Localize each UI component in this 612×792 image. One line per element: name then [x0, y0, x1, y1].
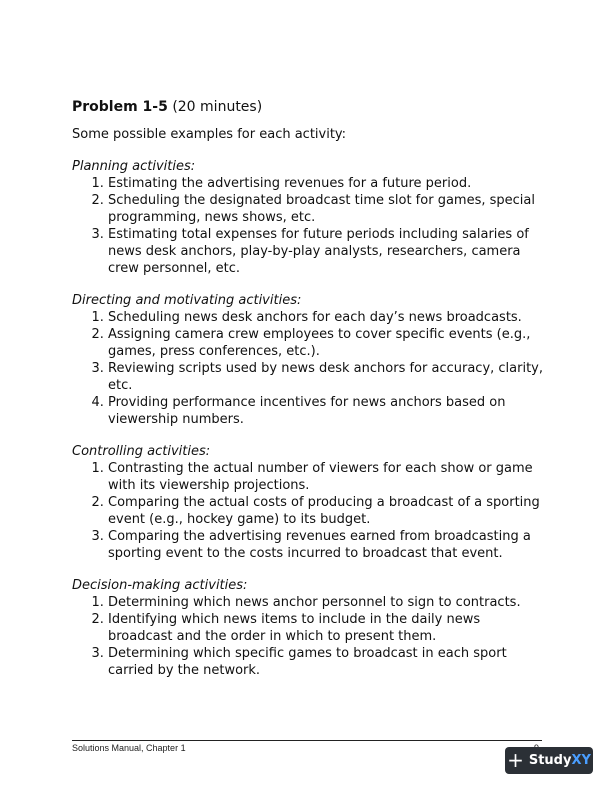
section-planning [72, 158, 547, 277]
brand-accent: XY [571, 753, 591, 768]
activity-list [72, 594, 547, 679]
footer-divider [72, 740, 542, 741]
list-item: 3. Reviewing scripts used by news desk anchors for accuracy, clarity, etc. [108, 360, 547, 394]
studyxy-badge[interactable] [505, 747, 593, 774]
list-item: 2. Identifying which news items to include in the daily news broadcast and the order in which to present them. [108, 611, 547, 645]
document-body [72, 98, 547, 694]
intro-text: Some possible examples for each activity: [72, 127, 347, 142]
footer-text: Solutions Manual, Chapter 1 [72, 743, 186, 753]
list-item: 2. Comparing the actual costs of producing a broadcast of a sporting event (e.g., hockey game) to its budget. [108, 494, 547, 528]
list-item: 3. Comparing the advertising revenues earned from broadcasting a sporting event to the costs incurred to broadcast that event. [108, 528, 547, 562]
section-heading: Planning activities: [72, 159, 196, 174]
problem-duration: (20 minutes) [172, 99, 263, 115]
list-item: 1. Scheduling news desk anchors for each day’s news broadcasts. [108, 309, 547, 326]
list-item: 1. Estimating the advertising revenues for a future period. [108, 175, 547, 192]
list-item: 3. Estimating total expenses for future periods including salaries of news desk anchors, play-by-play analysts, researchers, camera crew personnel, etc. [108, 226, 547, 277]
list-item: 2. Scheduling the designated broadcast time slot for games, special programming, news shows, etc. [108, 192, 547, 226]
section-decision-making [72, 577, 547, 679]
list-item: 4. Providing performance incentives for news anchors based on viewership numbers. [108, 394, 547, 428]
section-heading: Controlling activities: [72, 444, 211, 459]
section-controlling [72, 443, 547, 562]
activity-list [72, 460, 547, 562]
list-item: 1. Contrasting the actual number of viewers for each show or game with its viewership projections. [108, 460, 547, 494]
section-directing [72, 292, 547, 428]
list-item: 3. Determining which specific games to broadcast in each sport carried by the network. [108, 645, 547, 679]
list-item: 1. Determining which news anchor personnel to sign to contracts. [108, 594, 547, 611]
activity-list [72, 309, 547, 428]
brand-logo [529, 753, 591, 768]
section-heading: Directing and motivating activities: [72, 293, 302, 308]
section-heading: Decision-making activities: [72, 578, 248, 593]
problem-heading [72, 98, 547, 116]
problem-title: Problem 1-5 [72, 99, 168, 115]
activity-list [72, 175, 547, 277]
plus-icon: + [507, 747, 524, 772]
brand-main: Study [528, 753, 572, 768]
list-item: 2. Assigning camera crew employees to cover specific events (e.g., games, press conferences, etc.). [108, 326, 547, 360]
